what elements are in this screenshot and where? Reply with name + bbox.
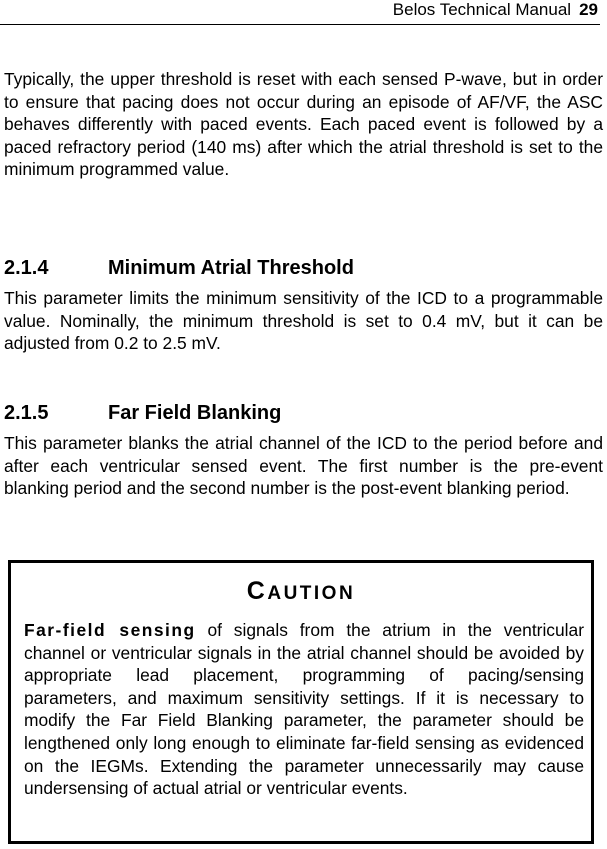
- caution-lead: Far-field sensing: [24, 620, 196, 640]
- caution-text: [24, 619, 584, 800]
- manual-title: Belos Technical Manual: [392, 0, 572, 19]
- page-number: 29: [579, 0, 598, 19]
- page-header: [0, 0, 600, 25]
- intro-paragraph: Typically, the upper threshold is reset with each sensed P-wave, but in order to ensure that pacing does not occur during an episode of AF/VF, the ASC behaves differently with paced events. Each paced event is followed by a paced refractory period (140 ms) after which the atrial threshold is set to the minimum programmed value.: [4, 69, 603, 179]
- caution-title: [11, 577, 591, 609]
- section-heading-minimum-atrial-threshold: [4, 256, 354, 280]
- caution-title-initial: C: [246, 577, 268, 605]
- section-body-far-field-blanking: This parameter blanks the atrial channel of the ICD to the period before and after each ventricular sensed event. The first number is the pre-event blanking period and the second number is the post-event blanking period.: [4, 433, 603, 498]
- caution-body: of signals from the atrium in the ventricular channel or ventricular signals in the atrial channel should be avoided by appropriate lead placement, programming of pacing/sensing parameters, and maximum sensitivity settings. If it is necessary to modify the Far Field Blanking parameter, the parameter should be lengthened only long enough to eliminate far-field sensing as evidenced on the IEGMs. Extending the parameter unnecessarily may cause undersensing of actual atrial or ventricular events.: [24, 620, 584, 799]
- section-title: Minimum Atrial Threshold: [108, 257, 354, 279]
- section-title: Far Field Blanking: [108, 402, 282, 424]
- caution-title-rest: AUTION: [267, 583, 356, 604]
- section-heading-far-field-blanking: [4, 401, 281, 425]
- caution-box: [8, 560, 594, 844]
- section-number: 2.1.5: [4, 402, 49, 424]
- section-body-minimum-atrial-threshold: This parameter limits the minimum sensitivity of the ICD to a programmable value. Nominally, the minimum threshold is set to 0.4 mV, but it can be adjusted from 0.2 to 2.5 mV.: [4, 288, 603, 353]
- section-number: 2.1.4: [4, 257, 49, 279]
